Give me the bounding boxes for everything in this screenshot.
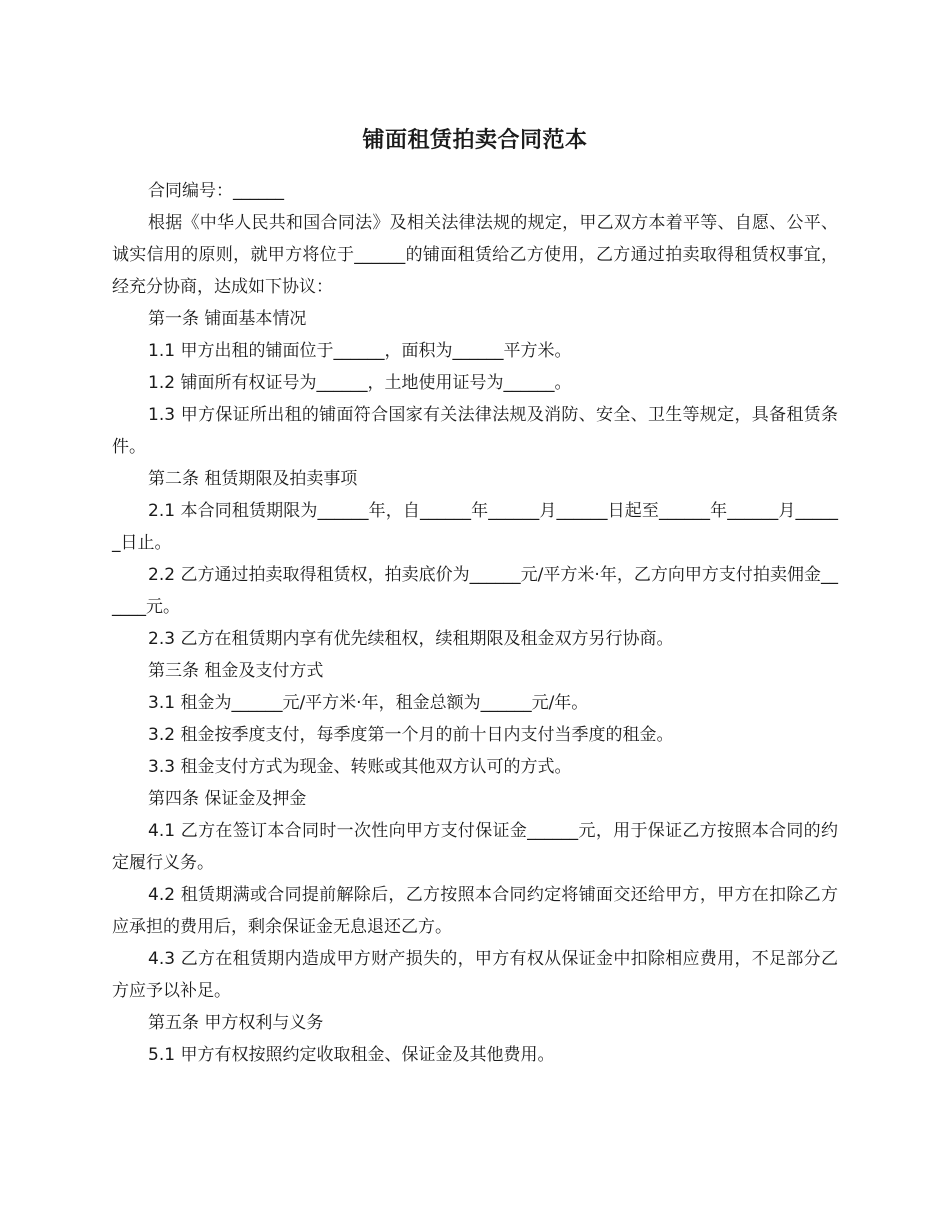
clause-paragraph: 2.2 乙方通过拍卖取得租赁权，拍卖底价为______元/平方米·年，乙方向甲方支付拍卖佣金______元。 [112, 565, 838, 617]
clause-paragraph: 1.2 铺面所有权证号为______，土地使用证号为______。 [148, 373, 572, 393]
article-heading: 第二条 租赁期限及拍卖事项 [148, 469, 358, 489]
preamble-paragraph: 根据《中华人民共和国合同法》及相关法律法规的规定，甲乙双方本着平等、自愿、公平、诚实信用的原则，就甲方将位于______的铺面租赁给乙方使用，乙方通过拍卖取得租赁权事宜，经充分协商，达成如下协议： [112, 213, 838, 297]
clause-paragraph: 2.3 乙方在租赁期内享有优先续租权，续租期限及租金双方另行协商。 [148, 629, 674, 649]
article-heading: 第三条 租金及支付方式 [148, 661, 324, 681]
clause-paragraph: 5.1 甲方有权按照约定收取租金、保证金及其他费用。 [148, 1045, 555, 1065]
clause-paragraph: 4.3 乙方在租赁期内造成甲方财产损失的，甲方有权从保证金中扣除相应费用，不足部分乙方应予以补足。 [112, 949, 838, 1001]
article-heading: 第一条 铺面基本情况 [148, 309, 307, 329]
clause-paragraph: 2.1 本合同租赁期限为______年，自______年______月______日起至______年______月______日止。 [112, 501, 838, 553]
article-heading: 第五条 甲方权利与义务 [148, 1013, 324, 1033]
document-body [112, 175, 838, 1071]
clause-paragraph: 3.3 租金支付方式为现金、转账或其他双方认可的方式。 [148, 757, 572, 777]
clause-paragraph: 1.3 甲方保证所出租的铺面符合国家有关法律法规及消防、安全、卫生等规定，具备租赁条件。 [112, 405, 838, 457]
clause-paragraph: 1.1 甲方出租的铺面位于______，面积为______平方米。 [148, 341, 572, 361]
clause-paragraph: 4.1 乙方在签订本合同时一次性向甲方支付保证金______元，用于保证乙方按照本合同的约定履行义务。 [112, 821, 838, 873]
clause-paragraph: 4.2 租赁期满或合同提前解除后，乙方按照本合同约定将铺面交还给甲方，甲方在扣除乙方应承担的费用后，剩余保证金无息退还乙方。 [112, 885, 838, 937]
clause-paragraph: 3.1 租金为______元/平方米·年，租金总额为______元/年。 [148, 693, 589, 713]
clause-paragraph: 3.2 租金按季度支付，每季度第一个月的前十日内支付当季度的租金。 [148, 725, 674, 745]
document-title: 铺面租赁拍卖合同范本 [362, 128, 588, 153]
article-heading: 第四条 保证金及押金 [148, 789, 307, 809]
contract-number: 合同编号：______ [148, 181, 284, 201]
